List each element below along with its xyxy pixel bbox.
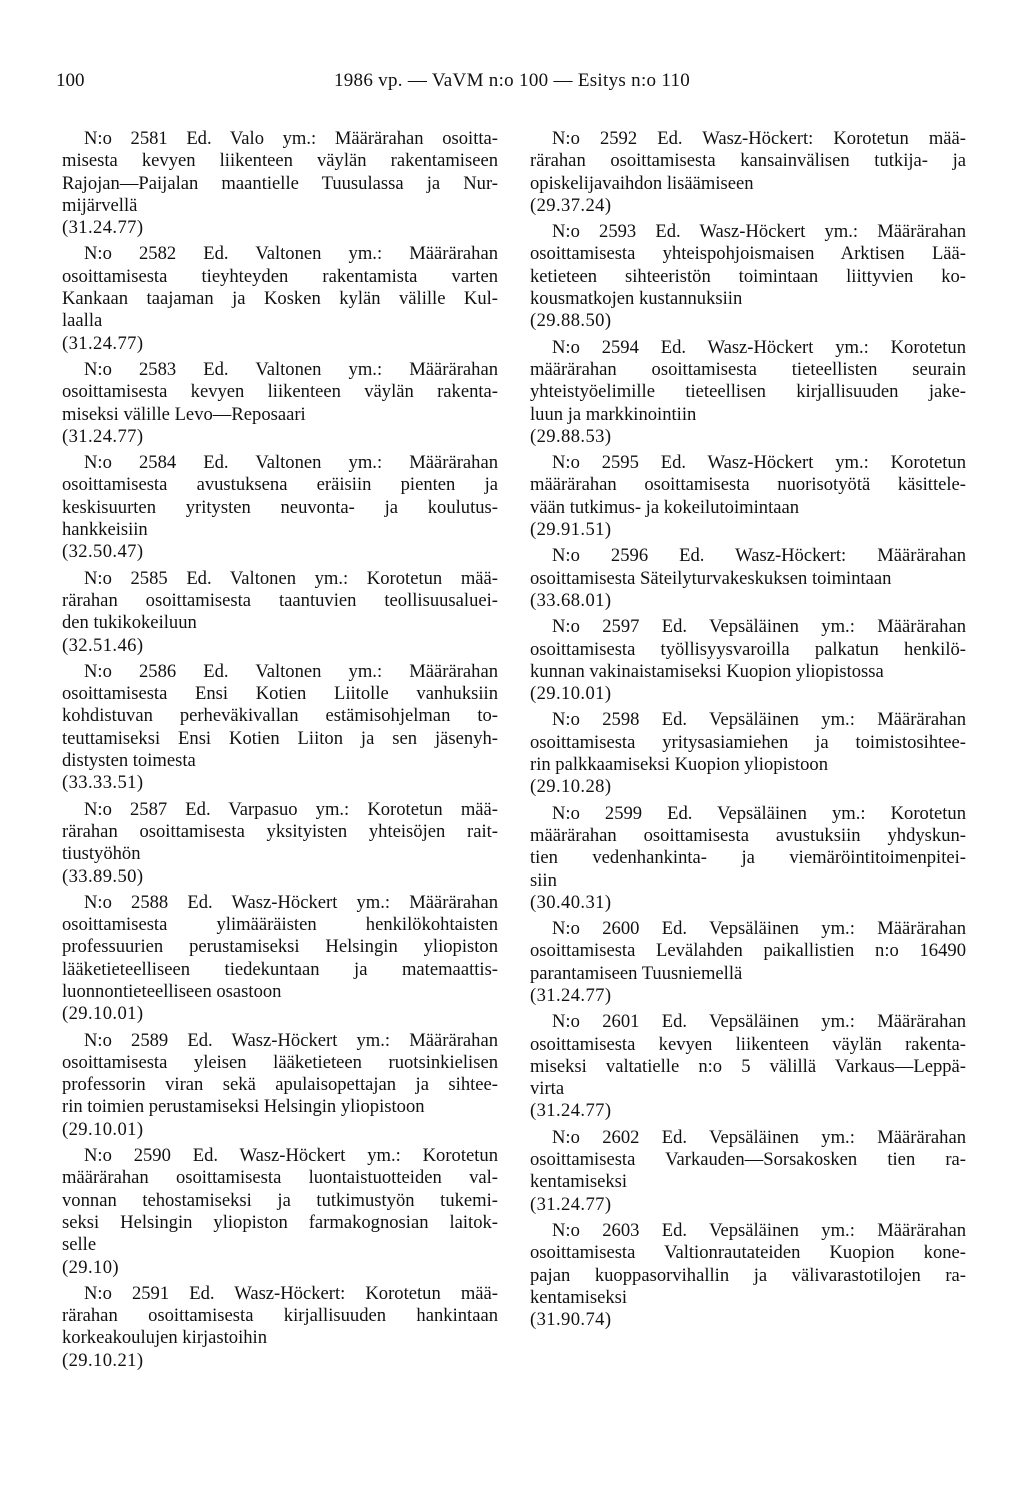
motion-heading-line: N:o 2593 Ed. Wasz-Höckert ym.: Määrärahan [552, 221, 966, 243]
motion-text-line: osoittamisesta tieyhteyden rakentamista varten [62, 265, 498, 287]
motion-text-line: mijärvellä [62, 194, 138, 216]
motion-entry [530, 803, 966, 914]
budget-code: (33.33.51) [62, 772, 144, 794]
motion-text-line: professorin viran sekä apulaisopettajan ja sihtee- [62, 1074, 498, 1096]
motion-heading-line: N:o 2601 Ed. Vepsäläinen ym.: Määrärahan [552, 1011, 966, 1033]
motion-text-line: pajan kuoppasorvihallin ja välivarastotilojen ra- [530, 1264, 966, 1286]
motion-entry [62, 892, 498, 1026]
motion-entry [530, 918, 966, 1007]
budget-code: (30.40.31) [530, 891, 612, 913]
budget-code: (29.37.24) [530, 194, 612, 216]
motion-text-line: tiustyöhön [62, 843, 141, 865]
motion-entry [530, 1220, 966, 1331]
motion-heading-line: N:o 2585 Ed. Valtonen ym.: Korotetun mää- [84, 567, 498, 589]
budget-code: (33.68.01) [530, 589, 612, 611]
motion-entry [530, 1011, 966, 1122]
budget-code: (31.24.77) [62, 332, 144, 354]
budget-code: (31.24.77) [62, 425, 144, 447]
motion-text-line: professuurien perustamiseksi Helsingin yliopiston [62, 936, 498, 958]
motion-heading-line: N:o 2592 Ed. Wasz-Höckert: Korotetun mää- [552, 128, 966, 149]
motion-text-line: osoittamisesta kevyen liikenteen väylän rakenta- [62, 381, 498, 403]
motion-text-line: määrärahan osoittamisesta avustuksiin yhdyskun- [530, 824, 966, 846]
motion-entry [62, 799, 498, 888]
motion-heading-line: N:o 2602 Ed. Vepsäläinen ym.: Määrärahan [552, 1126, 966, 1148]
left-column [62, 128, 498, 1376]
motion-heading-line: N:o 2596 Ed. Wasz-Höckert: Määrärahan [552, 545, 966, 567]
motion-entry [530, 709, 966, 798]
motion-heading-line: N:o 2584 Ed. Valtonen ym.: Määrärahan [84, 452, 498, 474]
motion-text-line: rärahan osoittamisesta taantuvien teollisuusaluei- [62, 589, 498, 611]
motion-heading-line: N:o 2595 Ed. Wasz-Höckert ym.: Korotetun [552, 452, 966, 474]
right-column [530, 128, 966, 1335]
motion-text-line: den tukikokeiluun [62, 612, 197, 634]
motion-text-line: miseksi valtatielle n:o 5 välillä Varkaus—Leppä- [530, 1055, 966, 1077]
budget-code: (31.24.77) [62, 217, 144, 239]
motion-text-line: rärahan osoittamisesta yksityisten yhteisöjen rait- [62, 820, 498, 842]
motion-text-line: vonnan tehostamiseksi ja tutkimustyön tukemi- [62, 1189, 498, 1211]
budget-code: (31.24.77) [530, 1193, 612, 1215]
motion-text-line: korkeakoulujen kirjastoihin [62, 1327, 268, 1349]
motion-entry [62, 1283, 498, 1372]
motion-heading-line: N:o 2582 Ed. Valtonen ym.: Määrärahan [84, 243, 498, 265]
motion-heading-line: N:o 2591 Ed. Wasz-Höckert: Korotetun mää- [84, 1282, 498, 1304]
motion-heading-line: N:o 2581 Ed. Valo ym.: Määrärahan osoitta- [84, 128, 498, 149]
budget-code: (31.24.77) [530, 984, 612, 1006]
motion-text-line: osoittamisesta ylimääräisten henkilökohtaisten [62, 914, 498, 936]
motion-text-line: osoittamisesta avustuksena eräisiin pienten ja [62, 474, 498, 496]
motion-text-line: rärahan osoittamisesta kirjallisuuden hankintaan [62, 1305, 498, 1327]
motion-text-line: osoittamisesta yhteispohjoismaisen Arktisen Lää- [530, 243, 966, 265]
budget-code: (29.10.01) [62, 1118, 144, 1140]
motion-text-line: kunnan vakinaistamiseksi Kuopion yliopistossa [530, 660, 884, 682]
motion-text-line: distysten toimesta [62, 750, 196, 772]
page-number: 100 [56, 70, 85, 91]
motion-entry [530, 545, 966, 612]
motion-text-line: keskisuurten yritysten neuvonta- ja koulutus- [62, 496, 498, 518]
budget-code: (29.88.50) [530, 310, 612, 332]
motion-heading-line: N:o 2583 Ed. Valtonen ym.: Määrärahan [84, 358, 498, 380]
motion-text-line: kentamiseksi [530, 1286, 628, 1308]
motion-entry [62, 452, 498, 563]
motion-text-line: miseksi välille Levo—Reposaari [62, 403, 306, 425]
motion-text-line: Kankaan taajaman ja Kosken kylän välille Kul- [62, 288, 498, 310]
motion-text-line: rin toimien perustamiseksi Helsingin yliopistoon [62, 1096, 425, 1118]
running-head: 1986 vp. — VaVM n:o 100 — Esitys n:o 110 [333, 70, 691, 91]
budget-code: (31.24.77) [530, 1100, 612, 1122]
motion-text-line: seksi Helsingin yliopiston farmakognosian laitok- [62, 1211, 498, 1233]
motion-text-line: luun ja markkinointiin [530, 403, 697, 425]
motion-heading-line: N:o 2600 Ed. Vepsäläinen ym.: Määrärahan [552, 918, 966, 940]
motion-text-line: osoittamisesta yritysasiamiehen ja toimistosihtee- [530, 731, 966, 753]
motion-text-line: opiskelijavaihdon lisäämiseen [530, 172, 754, 194]
motion-text-line: hankkeisiin [62, 519, 148, 541]
motion-text-line: Rajojan—Paijalan maantielle Tuusulassa ja Nur- [62, 172, 498, 194]
motion-text-line: osoittamisesta yleisen lääketieteen ruotsinkielisen [62, 1051, 498, 1073]
motion-text-line: rärahan osoittamisesta kansainvälisen tutkija- ja [530, 150, 966, 172]
motion-text-line: määrärahan osoittamisesta luontaistuotteiden val- [62, 1167, 498, 1189]
motion-entry [62, 243, 498, 354]
motion-heading-line: N:o 2597 Ed. Vepsäläinen ym.: Määrärahan [552, 616, 966, 638]
motion-text-line: laalla [62, 310, 103, 332]
motion-text-line: määrärahan osoittamisesta tieteellisten seurain [530, 358, 966, 380]
motion-text-line: osoittamisesta kevyen liikenteen väylän rakenta- [530, 1033, 966, 1055]
motion-text-line: parantamiseen Tuusniemellä [530, 962, 743, 984]
motion-heading-line: N:o 2587 Ed. Varpasuo ym.: Korotetun mää- [84, 798, 498, 820]
budget-code: (31.90.74) [530, 1309, 612, 1331]
budget-code: (29.88.53) [530, 425, 612, 447]
motion-heading-line: N:o 2586 Ed. Valtonen ym.: Määrärahan [84, 660, 498, 682]
budget-code: (29.10.28) [530, 776, 612, 798]
motion-entry [62, 661, 498, 795]
motion-text-line: kousmatkojen kustannuksiin [530, 288, 743, 310]
motion-text-line: osoittamisesta Säteilyturvakeskuksen toimintaan [530, 567, 892, 589]
motion-text-line: siin [530, 869, 557, 891]
motion-entry [62, 359, 498, 448]
motion-entry [530, 452, 966, 541]
motion-text-line: luonnontieteelliseen osastoon [62, 980, 282, 1002]
motion-heading-line: N:o 2599 Ed. Vepsäläinen ym.: Korotetun [552, 802, 966, 824]
motion-text-line: osoittamisesta työllisyysvaroilla palkatun henkilö- [530, 638, 966, 660]
motion-text-line: osoittamisesta Levälahden paikallistien n:o 16490 [530, 940, 966, 962]
motion-heading-line: N:o 2598 Ed. Vepsäläinen ym.: Määrärahan [552, 709, 966, 731]
budget-code: (33.89.50) [62, 865, 144, 887]
motion-text-line: tien vedenhankinta- ja viemäröintitoimenpitei- [530, 847, 966, 869]
motion-heading-line: N:o 2594 Ed. Wasz-Höckert ym.: Korotetun [552, 336, 966, 358]
motion-entry [530, 221, 966, 332]
motion-text-line: ketieteen sihteeristön toimintaan liittyvien ko- [530, 265, 966, 287]
motion-text-line: teuttamiseksi Ensi Kotien Liiton ja sen jäsenyh- [62, 727, 498, 749]
motion-text-line: osoittamisesta Valtionrautateiden Kuopion kone- [530, 1242, 966, 1264]
motion-heading-line: N:o 2590 Ed. Wasz-Höckert ym.: Korotetun [84, 1145, 498, 1167]
motion-entry [62, 1030, 498, 1141]
motion-entry [530, 1127, 966, 1216]
page-header [56, 66, 968, 96]
motion-text-line: kentamiseksi [530, 1171, 628, 1193]
budget-code: (32.50.47) [62, 541, 144, 563]
motion-entry [530, 337, 966, 448]
motion-entry [530, 616, 966, 705]
motion-heading-line: N:o 2588 Ed. Wasz-Höckert ym.: Määrärahan [84, 891, 498, 913]
motion-text-line: vään tutkimus- ja kokeilutoimintaan [530, 496, 800, 518]
budget-code: (29.10.21) [62, 1349, 144, 1371]
motion-heading-line: N:o 2603 Ed. Vepsäläinen ym.: Määrärahan [552, 1219, 966, 1241]
motion-text-line: osoittamisesta Ensi Kotien Liitolle vanhuksiin [62, 683, 498, 705]
motion-text-line: virta [530, 1078, 565, 1100]
budget-code: (32.51.46) [62, 634, 144, 656]
motion-text-line: yhteistyöelimille tieteellisen kirjallisuuden jake- [530, 381, 966, 403]
motion-text-line: lääketieteelliseen tiedekuntaan ja matemaattis- [62, 958, 498, 980]
motion-text-line: osoittamisesta Varkauden—Sorsakosken tien ra- [530, 1149, 966, 1171]
motion-entry [62, 1145, 498, 1279]
budget-code: (29.10.01) [530, 683, 612, 705]
motion-text-line: kohdistuvan perheväkivallan estämisohjelman to- [62, 705, 498, 727]
budget-code: (29.10.01) [62, 1003, 144, 1025]
budget-code: (29.10) [62, 1256, 120, 1278]
motion-entry [530, 128, 966, 217]
motion-text-line: misesta kevyen liikenteen väylän rakentamiseen [62, 150, 498, 172]
motion-entry [62, 568, 498, 657]
motion-entry [62, 128, 498, 239]
motion-text-line: määrärahan osoittamisesta nuorisotyötä käsittele- [530, 474, 966, 496]
motion-text-line: selle [62, 1234, 97, 1256]
motion-heading-line: N:o 2589 Ed. Wasz-Höckert ym.: Määrärahan [84, 1029, 498, 1051]
motion-text-line: rin palkkaamiseksi Kuopion yliopistoon [530, 754, 828, 776]
budget-code: (29.91.51) [530, 519, 612, 541]
